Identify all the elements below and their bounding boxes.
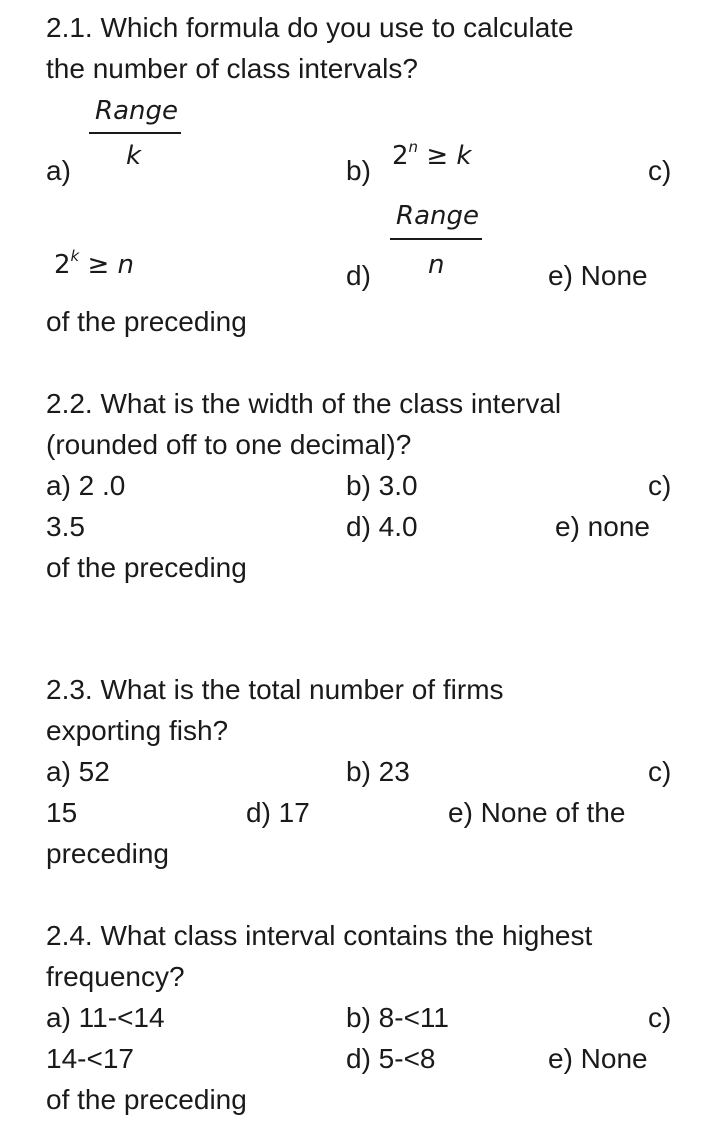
- option-b-label: b): [346, 155, 371, 186]
- question-2-2-line-1: 2.2. What is the width of the class interval: [46, 388, 562, 419]
- option-c-value: 14-<17: [46, 1043, 134, 1074]
- question-2-4-tail: of the preceding: [46, 1084, 247, 1115]
- option-a-fraction-bar: [89, 132, 181, 134]
- question-2-2-line-2: (rounded off to one decimal)?: [46, 429, 412, 460]
- option-d: d) 4.0: [346, 511, 418, 542]
- question-2-4-line-2: frequency?: [46, 961, 185, 992]
- option-b: b) 8-<11: [346, 1002, 449, 1033]
- option-e: e) none: [555, 511, 650, 542]
- option-c-label: c): [648, 155, 672, 186]
- option-a-numerator: Range: [95, 96, 178, 126]
- question-2-3-line-1: 2.3. What is the total number of firms: [46, 674, 504, 705]
- option-c-label: c): [648, 1002, 672, 1033]
- option-d-fraction-bar: [390, 238, 482, 240]
- option-b-formula: $2^n \ge k$: [392, 138, 472, 171]
- option-d-label: d): [346, 260, 371, 291]
- question-2-1-tail: of the preceding: [46, 306, 247, 337]
- option-d: d) 17: [246, 797, 310, 828]
- option-d-numerator: Range: [396, 201, 479, 231]
- question-2-1-line-2: the number of class intervals?: [46, 53, 418, 84]
- question-2-3-tail: preceding: [46, 838, 169, 869]
- option-b: b) 3.0: [346, 470, 418, 501]
- option-c-value: 3.5: [46, 511, 85, 542]
- option-c-label: c): [648, 756, 672, 787]
- option-a: a) 52: [46, 756, 110, 787]
- question-2-4-line-1: 2.4. What class interval contains the highest: [46, 920, 593, 951]
- option-a-label: a): [46, 155, 71, 186]
- option-e: e) None: [548, 1043, 648, 1074]
- option-a-denominator: k: [126, 141, 142, 171]
- option-d: d) 5-<8: [346, 1043, 436, 1074]
- option-b: b) 23: [346, 756, 410, 787]
- question-2-2-tail: of the preceding: [46, 552, 247, 583]
- option-e: e) None of the: [448, 797, 626, 828]
- option-d-denominator: n: [428, 250, 445, 280]
- option-e: e) None: [548, 260, 648, 291]
- option-c-label: c): [648, 470, 672, 501]
- option-a: a) 11-<14: [46, 1002, 165, 1033]
- question-2-1-line-1: 2.1. Which formula do you use to calculate: [46, 12, 574, 43]
- option-c-formula: $2^k \ge n$: [54, 247, 135, 280]
- question-2-3-line-2: exporting fish?: [46, 715, 229, 746]
- option-a: a) 2 .0: [46, 470, 126, 501]
- option-c-value: 15: [46, 797, 78, 828]
